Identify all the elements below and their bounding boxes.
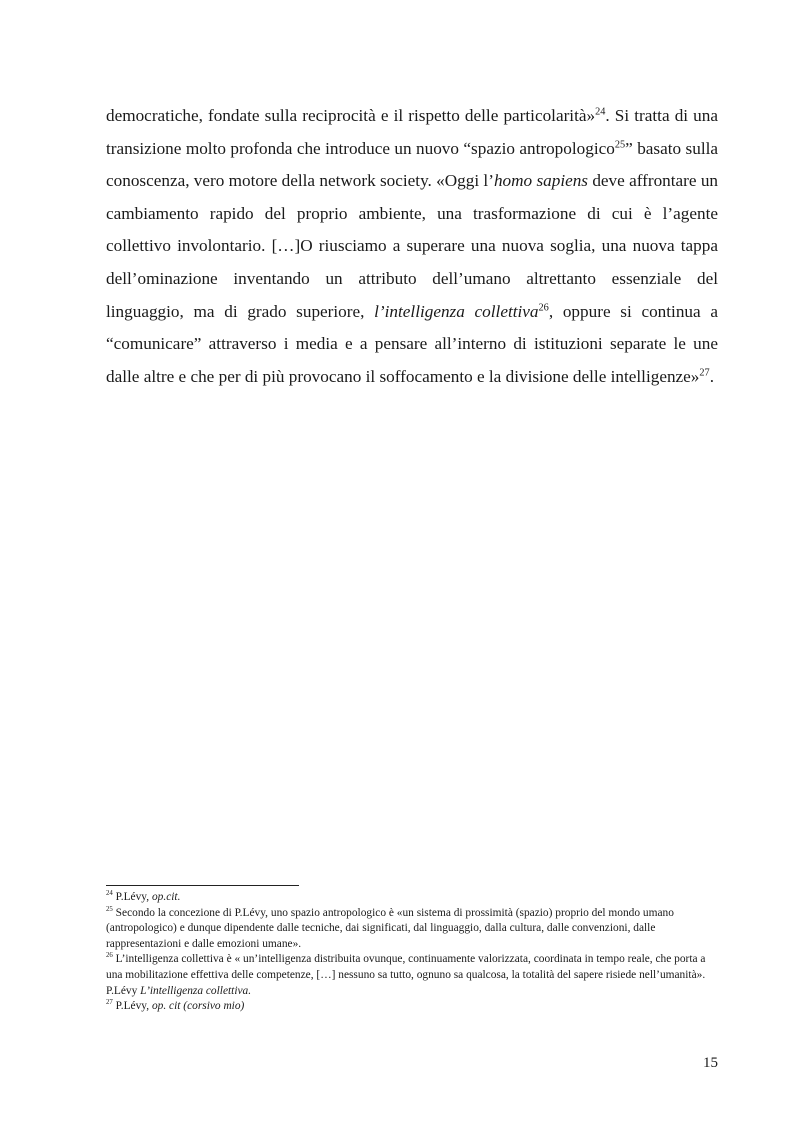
footnote-27 [106,999,718,1015]
text-run: democratiche, fondate sulla reciprocità e il rispetto delle particolarità» [106,106,596,125]
italic-term: l’intelligenza collettiva [374,301,539,321]
italic-term: homo sapiens [493,171,589,191]
footnote-text: P.Lévy, [112,1000,152,1013]
footnote-text: P.Lévy, [112,891,152,903]
footnote-ref-27: 27 [699,367,710,379]
page-number: 15 [703,1055,718,1071]
footnote-text: L’intelligenza collettiva è « un’intelligenza distribuita ovunque, continuamente valorizzata, coordinata in tempo reale, che porta a una mobilitazione effettiva delle competenze, […] nessuno sa tutto, ognuno sa qualcosa, la totalità del sapere risiede nell’umanità». P.Lévy [106,953,706,997]
text-run: . Si tratta di una transizione molto profonda che introduce un nuovo “spazio antropologico [106,106,719,158]
footnote-26 [106,952,718,999]
footnote-ref-25: 25 [614,138,626,150]
text-run: , oppure si continua a “comunicare” attraverso i media e a pensare all’interno di istituzioni separate le une dalle altre e che per di più provocano il soffocamento e la divisione delle intelligenze» [106,301,718,386]
footnote-italic: L’intelligenza collettiva. [140,984,252,997]
footnote-24 [106,890,718,906]
text-run: . [709,366,714,386]
footnote-number: 26 [106,952,113,960]
footnote-text: Secondo la concezione di P.Lévy, uno spazio antropologico è «un sistema di prossimità (spazio) proprio del mondo umano (antropologico) e dunque dipendente dalle tecniche, dai significati, dal linguaggio, dalla cultura, dalle convenzioni, dalle rappresentazioni e dalle emozioni umane». [106,906,674,950]
footnote-italic: op.cit. [151,891,181,903]
footnotes [106,890,718,1015]
footnote-number: 24 [106,890,113,898]
text-run: deve affrontare un cambiamento rapido del proprio ambiente, una trasformazione di cui è l’agente collettivo involontario. […]O riusciamo a superare una nuova soglia, una nuova tappa dell’ominazione inventando un attributo dell’umano altrettanto essenziale del linguaggio, ma di grado superiore, [106,171,719,321]
footnote-number: 27 [106,999,113,1007]
footnote-number: 25 [106,905,113,913]
footnote-divider [106,885,299,886]
footnote-ref-24: 24 [595,106,606,118]
main-paragraph [106,100,718,393]
footnote-ref-26: 26 [538,301,549,313]
footnote-25 [106,906,718,953]
footnote-italic: op. cit (corsivo mio) [151,1000,245,1013]
text-run: ” basato sulla conoscenza, vero motore della network society. «Oggi l’ [106,138,718,191]
